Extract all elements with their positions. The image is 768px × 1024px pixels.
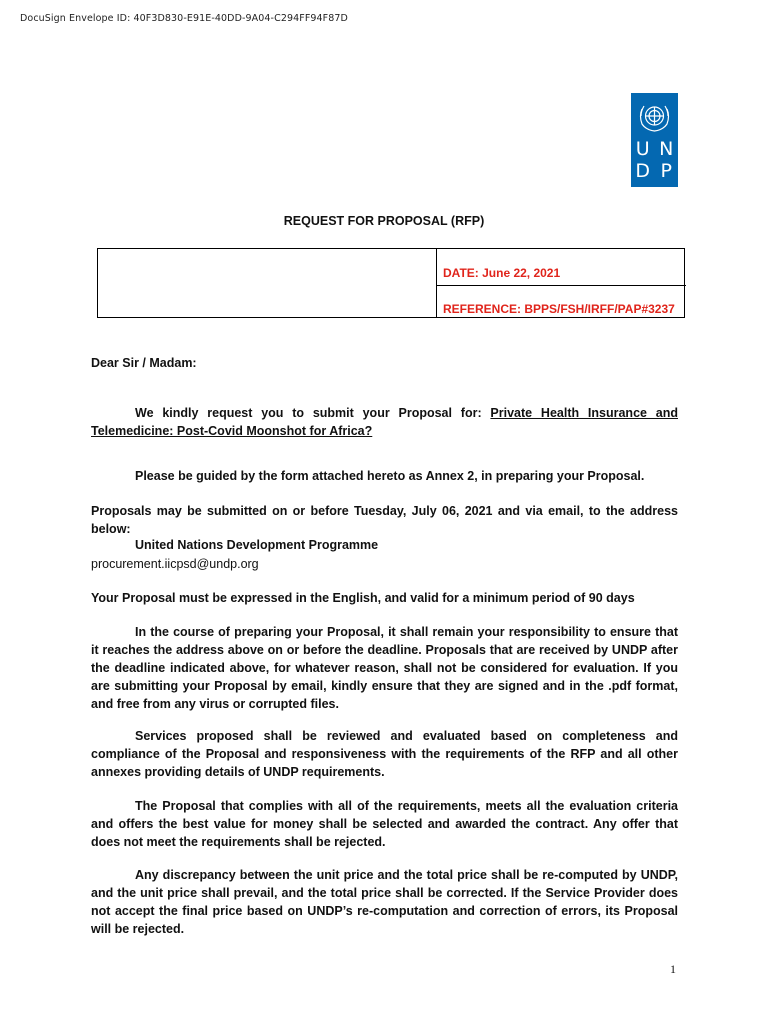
reference-box xyxy=(97,248,685,318)
guidance-paragraph: Please be guided by the form attached hereto as Annex 2, in preparing your Proposal. xyxy=(135,469,645,483)
logo-letter-d: D xyxy=(635,160,651,182)
body-paragraph: Services proposed shall be reviewed and evaluated based on completeness and compliance of the Proposal and responsiveness with the requirements of the RFP and all other annexes providing details of UNDP requirements. xyxy=(91,729,678,779)
request-paragraph xyxy=(91,404,678,440)
address-email: procurement.iicpsd@undp.org xyxy=(91,557,259,571)
date-field: DATE: June 22, 2021 xyxy=(443,266,561,280)
request-intro: We kindly request you to submit your Proposal for: xyxy=(135,406,491,420)
body-paragraph: In the course of preparing your Proposal, it shall remain your responsibility to ensure that it reaches the address above on or before the deadline. Proposals that are received by UNDP after the deadline indicated above, for whatever reason, shall not be considered for evaluation. If you are submitting your Proposal by email, kindly ensure that they are signed and in the .pdf format, and free from any virus or corrupted files. xyxy=(91,625,678,711)
logo-letter-n: N xyxy=(659,138,674,160)
validity-paragraph: Your Proposal must be expressed in the English, and valid for a minimum period of 90 days xyxy=(91,591,635,605)
document-title: REQUEST FOR PROPOSAL (RFP) xyxy=(283,214,485,228)
address-org: United Nations Development Programme xyxy=(135,538,379,552)
body-paragraph: Any discrepancy between the unit price and the total price shall be re-computed by UNDP, and the unit price shall prevail, and the total price shall be corrected. If the Service Provider does not accept the final price based on UNDP’s re-computation and correction of errors, its Proposal will be rejected. xyxy=(91,868,678,936)
request-subject: Private Health Insurance and Telemedicine: Post-Covid Moonshot for Africa? xyxy=(91,406,678,438)
table-divider xyxy=(436,285,686,286)
salutation: Dear Sir / Madam: xyxy=(91,356,197,370)
reference-field: REFERENCE: BPPS/FSH/IRFF/PAP#3237 xyxy=(443,302,675,316)
logo-letter-u: U xyxy=(635,138,650,160)
logo-letter-p: P xyxy=(660,160,672,182)
page-number: 1 xyxy=(670,962,676,976)
un-emblem-icon xyxy=(631,93,678,139)
undp-logo xyxy=(631,93,678,187)
table-divider xyxy=(436,249,437,317)
deadline-paragraph: Proposals may be submitted on or before Tuesday, July 06, 2021 and via email, to the address below: xyxy=(91,504,678,536)
body-paragraph: The Proposal that complies with all of the requirements, meets all the evaluation criteria and offers the best value for money shall be selected and awarded the contract. Any offer that does not meet the requirements shall be rejected. xyxy=(91,799,678,849)
docusign-envelope-id: DocuSign Envelope ID: 40F3D830-E91E-40DD-9A04-C294FF94F87D xyxy=(20,13,348,24)
